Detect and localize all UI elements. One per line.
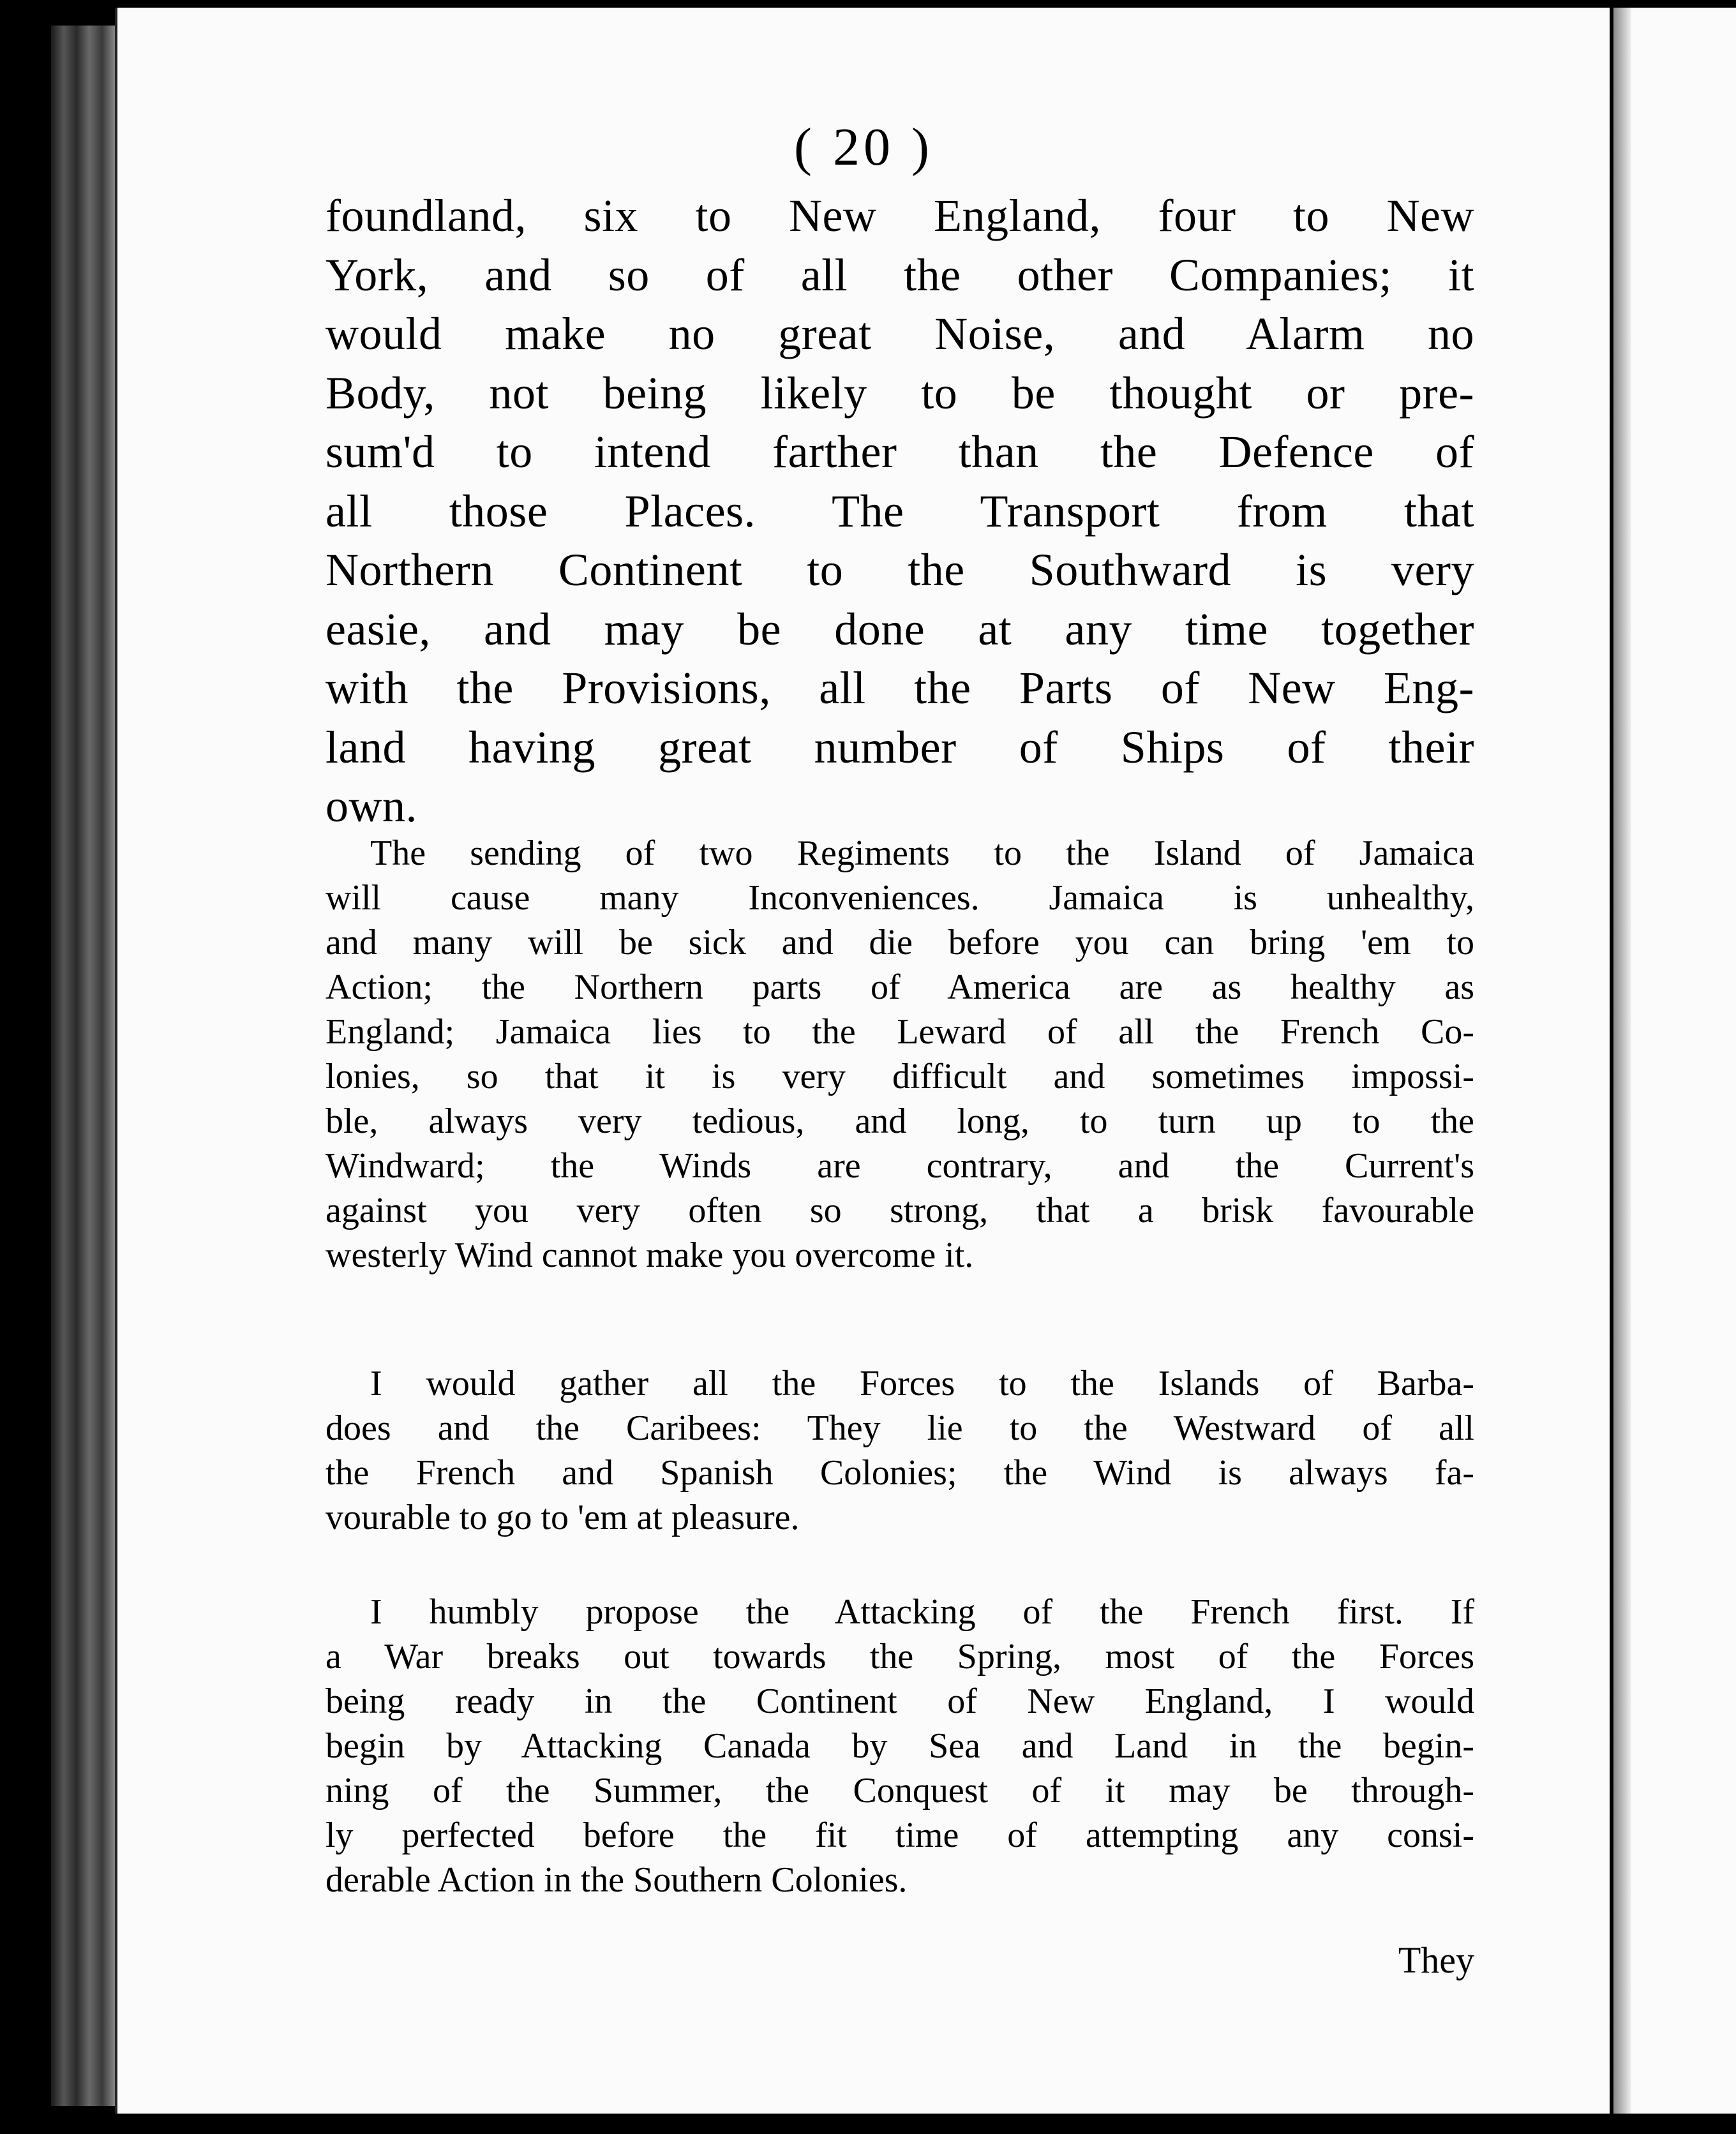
text-line: I would gather all the Forces to the Islands of Barba- [370,1364,1474,1403]
text-line: does and the Caribees: They lie to the Westward of all [326,1408,1474,1448]
text-line: vourable to go to 'em at pleasure. [326,1498,800,1537]
text-line: land having great number of Ships of their [326,721,1474,773]
text-line: ly perfected before the fit time of attempting any consi- [326,1816,1474,1855]
text-line: ble, always very tedious, and long, to turn up to the [326,1101,1474,1141]
text-line: I humbly propose the Attacking of the French first. If [370,1592,1474,1632]
text-line: easie, and may be done at any time together [326,603,1474,655]
catchword: They [1398,1939,1474,1981]
paragraph-2 [326,831,1474,1278]
text-line: being ready in the Continent of New England, I would [326,1682,1474,1721]
text-line: all those Places. The Transport from that [326,485,1474,537]
text-line: ning of the Summer, the Conquest of it may be through- [326,1771,1474,1810]
text-line: York, and so of all the other Companies; it [326,249,1474,301]
paragraph-1 [326,186,1474,836]
facing-page-edge [1613,8,1736,2114]
text-line: The sending of two Regiments to the Island of Jamaica [370,833,1474,873]
text-line: derable Action in the Southern Colonies. [326,1860,908,1900]
text-line: England; Jamaica lies to the Leward of all the French Co- [326,1012,1474,1052]
text-line: lonies, so that it is very difficult and sometimes impossi- [326,1057,1474,1096]
text-line: Body, not being likely to be thought or pre- [326,367,1474,419]
book-spine-edge [51,26,115,2106]
text-line: own. [326,780,417,832]
paragraph-4 [326,1590,1474,1902]
text-line: and many will be sick and die before you can bring 'em to [326,923,1474,962]
text-line: the French and Spanish Colonies; the Wind is always fa- [326,1453,1474,1493]
page-number: ( 20 ) [794,117,933,177]
text-line: Action; the Northern parts of America are as healthy as [326,967,1474,1007]
text-line: a War breaks out towards the Spring, most of the Forces [326,1637,1474,1676]
facing-page-gutter [1613,8,1631,2114]
text-line: begin by Attacking Canada by Sea and Land in the begin- [326,1726,1474,1766]
text-line: sum'd to intend farther than the Defence of [326,426,1474,477]
text-line: with the Provisions, all the Parts of New Eng- [326,662,1474,713]
text-line: will cause many Inconveniences. Jamaica is unhealthy, [326,878,1474,918]
text-line: Northern Continent to the Southward is very [326,544,1474,595]
text-line: against you very often so strong, that a brisk favourable [326,1191,1474,1230]
text-line: would make no great Noise, and Alarm no [326,308,1474,359]
text-line: foundland, six to New England, four to New [326,190,1474,241]
text-line: Windward; the Winds are contrary, and the Current's [326,1146,1474,1186]
text-line: westerly Wind cannot make you overcome it. [326,1235,974,1275]
paragraph-3 [326,1361,1474,1540]
